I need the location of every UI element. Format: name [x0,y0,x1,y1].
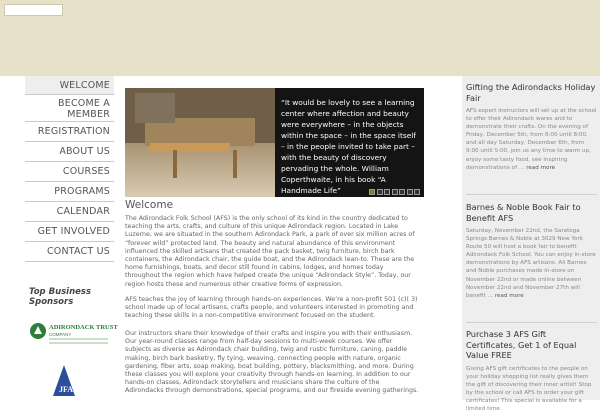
nav-item-about-us[interactable]: ABOUT US [25,142,114,162]
news-post [466,202,598,300]
nav-item-welcome[interactable]: WELCOME [25,76,114,95]
slide-dot-5[interactable] [399,189,405,195]
slide-dot-1[interactable] [369,189,375,195]
news-post-body: AFS expert instructors will set up at the school to offer their Adirondack wares and to demonstrate their crafts. On the evening of Friday, December 5th, from 6:00 until 8:00, and all day Saturday, December 6th, from 9:00 until 5:00, join us any time to warm up, enjoy some tasty food, see inspiring demonstrations of … read more [466,107,598,172]
nav-item-get-involved[interactable]: GET INVOLVED [25,222,114,242]
news-post-body: Saturday, November 22nd, the Saratoga Springs Barnes & Noble at 3029 New York Route 50 will host a book fair to benefit Adirondack Folk School. You can enjoy in-store demonstrations by AFS artisans. All Barnes and Noble purchases made in-store on November 22nd or made online between November 22nd and November 27th will benefit … read more [466,227,598,300]
slideshow-quote: “It would be lovely to see a learning center where affection and beauty were everywhere – in the objects within the space – in the space itself – in the people invited to take part – with the beauty of discovery pervading the whole. William Coperthwaite, in his book “A Handmade Life” [281,97,421,196]
intro-paragraph: The Adirondack Folk School (AFS) is the only school of its kind in the country dedicated to teaching the arts, crafts, and culture of this unique Adirondack region. Located in Lake Luzerne, we are situated in the southern Adirondack Park, a park of over six million acres of “forever wild” protected land. The beauty and natural abundance of this environment influenced the skilled artisans that created the pack basket, twig furniture, birch bark containers, the Adirondack chair, the guide boat, and the Adirondack lean-to. These are the home furnishings, boats, and decor still found in cabins, lodges, and homes today throughout the region which have helped create the unique “Adirondack Style”. Today, our region hosts these and numerous other creative forms of expression. [125,215,419,289]
search-input[interactable] [4,4,63,16]
logo2-text: JFA [59,385,73,394]
divider [466,194,597,195]
nav-item-programs[interactable]: PROGRAMS [25,182,114,202]
slide-dot-7[interactable] [414,189,420,195]
header-band [0,0,600,76]
instructors-paragraph: Our instructors share their knowledge of their crafts and inspire you with their enthusiasm. Our year-round classes range from half-day sessions to multi-week courses. We offer subjects as diverse as Adirondack chair building, twig and rustic furniture, caning, paddle making, birch bark basketry, fly tying, weaving, connecting people with nature, organic gardening, fiber arts, soap making, boat building, pottery, blacksmithing, and more. During these classes you will explore your creativity through hands-on learning. In addition to our hands-on classes, Adirondack storytellers and musicians share the culture of the Adirondacks through demonstrations, special programs, and our fireside evening gatherings. [125,330,419,396]
news-post-title[interactable]: Purchase 3 AFS Gift Certificates, Get 1 of Equal Value FREE [466,329,598,361]
main-nav [25,76,114,262]
news-post [466,82,598,172]
slideshow-pager [369,189,420,197]
nav-item-courses[interactable]: COURSES [25,162,114,182]
mission-paragraph: AFS teaches the joy of learning through hands-on experiences. We’re a non-profit 501 (c)( 3) school made up of local artisans, crafts people, and volunteers interested in promoting and teaching these skills in a non-competitive environment focused on the student. [125,296,419,321]
news-post-title[interactable]: Barnes & Noble Book Fair to Benefit AFS [466,202,598,223]
nav-item-registration[interactable]: REGISTRATION [25,122,114,142]
divider [466,322,597,323]
nav-item-become-line2: MEMBER [25,109,110,120]
read-more-link[interactable]: read more [495,293,524,299]
page-title: Welcome [125,199,173,211]
news-post [466,329,598,413]
nav-item-contact-us[interactable]: CONTACT US [25,242,114,262]
logo1-sub-text: COMPANY [49,332,71,337]
adirondack-trust-logo[interactable] [28,320,110,350]
news-post-title[interactable]: Gifting the Adirondacks Holiday Fair [466,82,598,103]
nav-item-become-a-member[interactable] [25,95,114,122]
jfa-logo[interactable] [50,362,78,400]
read-more-link[interactable]: read more [526,165,555,171]
slide-dot-2[interactable] [377,189,383,195]
news-post-body: Giving AFS gift certificates to the people on your holiday shopping list really gives them the gift of discovering their inner artist! Stop by the school or call AFS to order your gift certificates! This special is available for a limited time. [466,365,598,413]
slide-dot-4[interactable] [392,189,398,195]
sponsors-title: Top Business Sponsors [29,287,109,307]
slide-dot-6[interactable] [407,189,413,195]
nav-item-calendar[interactable]: CALENDAR [25,202,114,222]
logo1-top-text: ADIRONDACK TRUST [49,324,118,331]
nav-item-become-line1: BECOME A [25,98,110,109]
slide-dot-3[interactable] [384,189,390,195]
